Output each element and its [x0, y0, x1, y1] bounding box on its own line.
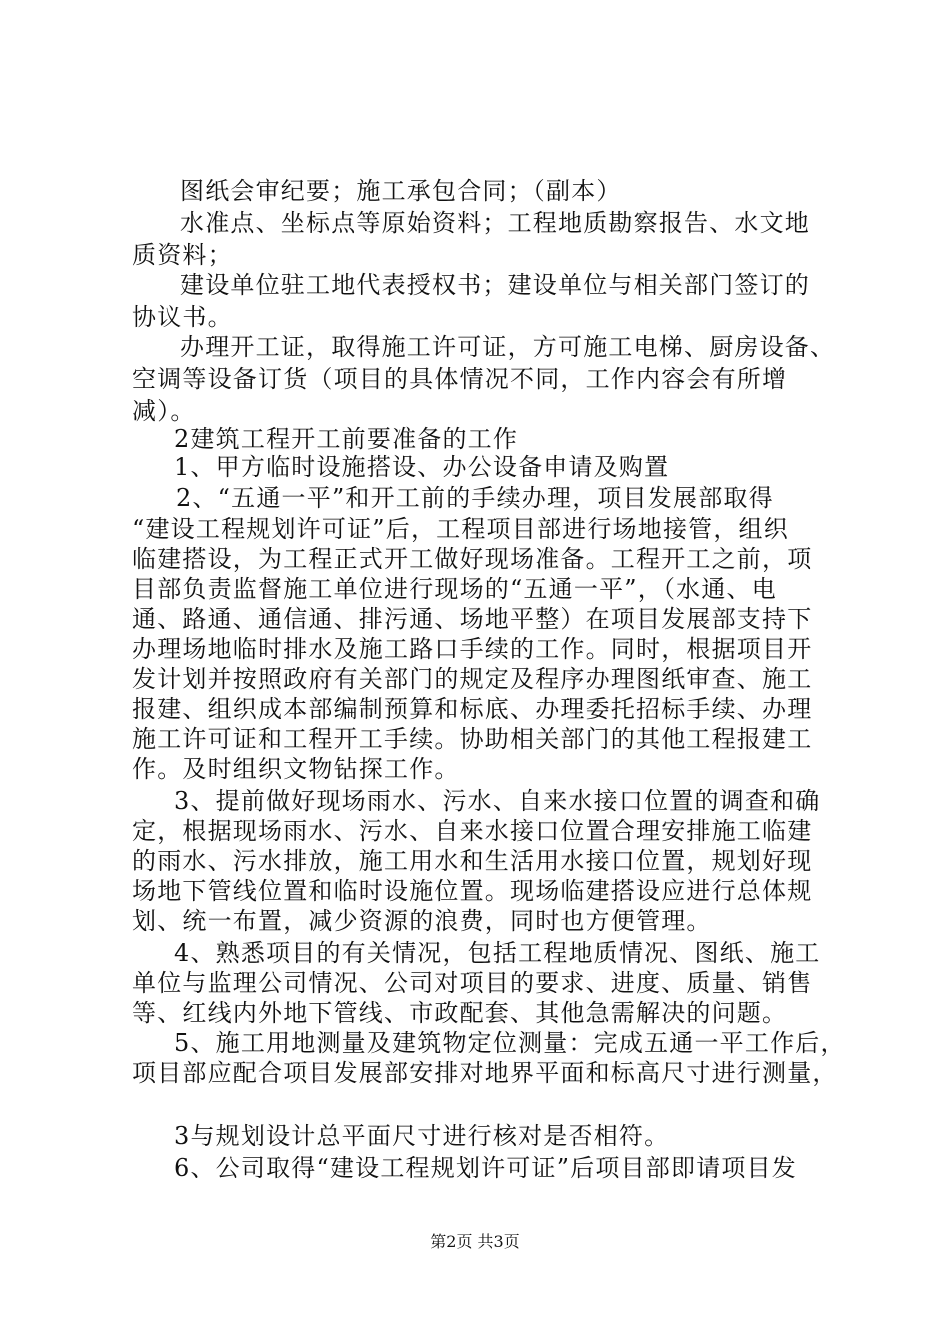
text-line: 施工许可证和工程开工手续。协助相关部门的其他工程报建工 [132, 725, 813, 753]
text-line: 2、“五通一平”和开工前的手续办理，项目发展部取得 [176, 484, 774, 512]
page-number-footer: 第2页 共3页 [430, 1232, 520, 1251]
text-line: 办理场地临时排水及施工路口手续的工作。同时，根据项目开 [132, 635, 813, 663]
text-line: 办理开工证，取得施工许可证，方可施工电梯、厨房设备、 [180, 333, 836, 361]
section-heading: 2建筑工程开工前要准备的工作 [174, 425, 519, 453]
text-line: 作。及时组织文物钻探工作。 [132, 755, 460, 783]
text-line: 场地下管线位置和临时设施位置。现场临建搭设应进行总体规 [132, 877, 813, 905]
text-line: 6、公司取得“建设工程规划许可证”后项目部即请项目发 [174, 1154, 798, 1182]
text-line: 减）。 [132, 397, 196, 425]
text-line: 报建、组织成本部编制预算和标底、办理委托招标手续、办理 [132, 695, 813, 723]
text-line: 项目部应配合项目发展部安排对地界平面和标高尺寸进行测量， [132, 1059, 838, 1087]
text-line: 协议书。 [132, 303, 233, 331]
text-line: 划、统一布置，减少资源的浪费，同时也方便管理。 [132, 907, 712, 935]
text-line: 定，根据现场雨水、污水、自来水接口位置合理安排施工临建 [132, 817, 813, 845]
text-line: 质资料； [132, 241, 233, 269]
text-line: 单位与监理公司情况、公司对项目的要求、进度、质量、销售 [132, 969, 813, 997]
text-line: 发计划并按照政府有关部门的规定及程序办理图纸审查、施工 [132, 665, 813, 693]
text-line: 3、提前做好现场雨水、污水、自来水接口位置的调查和确 [174, 787, 821, 815]
text-line: 4、熟悉项目的有关情况，包括工程地质情况、图纸、施工 [174, 939, 821, 967]
text-line: 1、甲方临时设施搭设、办公设备申请及购置 [174, 453, 670, 481]
text-line: 5、施工用地测量及建筑物定位测量：完成五通一平工作后， [174, 1029, 846, 1057]
text-line: 临建搭设，为工程正式开工做好现场准备。工程开工之前，项 [132, 545, 813, 573]
text-line: 的雨水、污水排放，施工用水和生活用水接口位置，规划好现 [132, 847, 813, 875]
text-line: 目部负责监督施工单位进行现场的“五通一平”，（水通、电 [132, 575, 777, 603]
text-line: 水准点、坐标点等原始资料；工程地质勘察报告、水文地 [180, 209, 810, 237]
text-line: 图纸会审纪要；施工承包合同；（副本） [180, 177, 622, 205]
text-line: 3与规划设计总平面尺寸进行核对是否相符。 [174, 1122, 670, 1150]
text-line: “建设工程规划许可证”后，工程项目部进行场地接管，组织 [132, 515, 789, 543]
text-line: 建设单位驻工地代表授权书；建设单位与相关部门签订的 [180, 271, 810, 299]
text-line: 等、红线内外地下管线、市政配套、其他急需解决的问题。 [132, 999, 788, 1027]
text-line: 通、路通、通信通、排污通、场地平整）在项目发展部支持下 [132, 605, 813, 633]
text-line: 空调等设备订货（项目的具体情况不同，工作内容会有所增 [132, 365, 788, 393]
